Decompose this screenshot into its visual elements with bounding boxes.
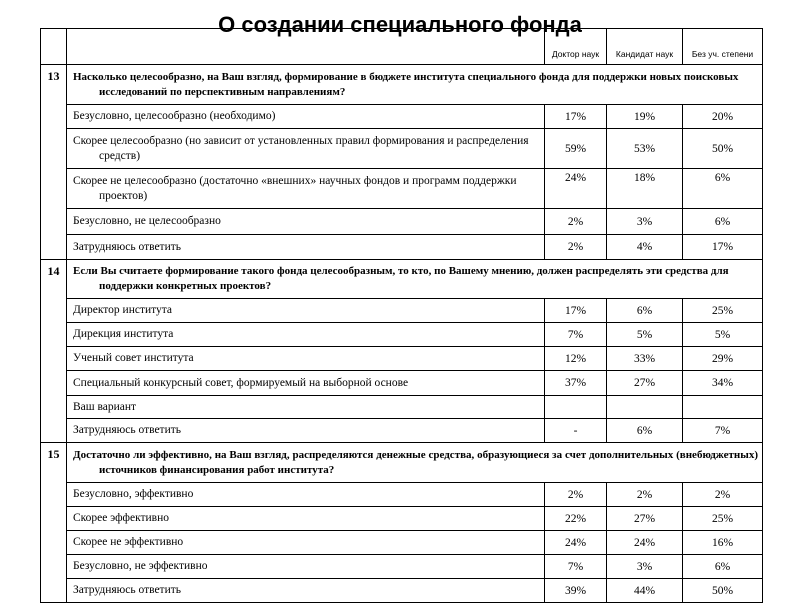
answer-label: Ваш вариант [67,396,545,419]
page-title: О создании специального фонда [218,12,582,37]
value-cell: 6% [683,209,763,235]
value-cell: 17% [545,299,607,323]
table-row [41,371,763,396]
value-cell [683,396,763,419]
answer-label: Затрудняюсь ответить [67,579,545,603]
answer-label: Дирекция института [67,323,545,347]
question-row [41,443,763,483]
value-cell: 59% [545,129,607,169]
value-cell: 24% [545,169,607,209]
table-row [41,555,763,579]
column-header: Без уч. степени [683,29,763,65]
value-cell: 25% [683,299,763,323]
table-row [41,169,763,209]
value-cell: 2% [683,483,763,507]
answer-label: Специальный конкурсный совет, формируемый на выборной основе [67,371,545,396]
question-row [41,65,763,105]
table-row [41,105,763,129]
value-cell: 44% [607,579,683,603]
value-cell: 33% [607,347,683,371]
question-row [41,260,763,299]
question-text: Достаточно ли эффективно, на Ваш взгляд, распределяются денежные средства, образующиеся за счет дополнительных (внебюджетных) источников финансирования работ института? [73,448,758,476]
value-cell: 2% [545,209,607,235]
value-cell: 29% [683,347,763,371]
table-row [41,209,763,235]
value-cell: 7% [545,323,607,347]
value-cell: 4% [607,235,683,260]
column-header: Кандидат наук [607,29,683,65]
value-cell: 5% [683,323,763,347]
value-cell: 53% [607,129,683,169]
value-cell: 17% [545,105,607,129]
value-cell: 6% [683,555,763,579]
value-cell: 27% [607,507,683,531]
answer-label: Скорее эффективно [67,507,545,531]
value-cell: 24% [545,531,607,555]
answer-label: Скорее не эффективно [67,531,545,555]
value-cell: 25% [683,507,763,531]
table-row [41,396,763,419]
table-row [41,129,763,169]
answer-label: Безусловно, не целесообразно [67,209,545,235]
question-number: 15 [41,443,67,603]
answer-label: Затрудняюсь ответить [67,419,545,443]
value-cell: 2% [545,483,607,507]
question-number: 14 [41,260,67,443]
value-cell: 12% [545,347,607,371]
table-row [41,419,763,443]
value-cell: 27% [607,371,683,396]
answer-label: Директор института [67,299,545,323]
value-cell: 2% [545,235,607,260]
value-cell: 37% [545,371,607,396]
value-cell: 3% [607,555,683,579]
table-row [41,579,763,603]
column-header: Доктор наук [545,29,607,65]
question-text: Если Вы считаете формирование такого фонда целесообразным, то кто, по Вашему мнению, должен распределять эти средства для поддержки конкретных проектов? [73,265,729,292]
value-cell: 17% [683,235,763,260]
table-row [41,483,763,507]
value-cell [545,396,607,419]
table-row [41,347,763,371]
answer-label: Затрудняюсь ответить [67,235,545,260]
table-row [41,323,763,347]
table-row [41,531,763,555]
value-cell: 2% [607,483,683,507]
value-cell: 24% [607,531,683,555]
value-cell: 20% [683,105,763,129]
answer-label: Безусловно, целесообразно (необходимо) [67,105,545,129]
value-cell: 22% [545,507,607,531]
table-row [41,235,763,260]
value-cell: 34% [683,371,763,396]
value-cell: 6% [607,299,683,323]
question-text: Насколько целесообразно, на Ваш взгляд, формирование в бюджете института специального фонда для поддержки новых поисковых исследований по перспективным направлениям? [73,70,739,98]
value-cell: 6% [607,419,683,443]
value-cell: 3% [607,209,683,235]
value-cell: 19% [607,105,683,129]
value-cell: 39% [545,579,607,603]
answer-label: Ученый совет института [67,347,545,371]
value-cell: 50% [683,579,763,603]
value-cell: 5% [607,323,683,347]
answer-label: Безусловно, не эффективно [67,555,545,579]
value-cell: 16% [683,531,763,555]
value-cell: - [545,419,607,443]
question-number: 13 [41,65,67,260]
value-cell: 7% [545,555,607,579]
value-cell: 7% [683,419,763,443]
value-cell: 18% [607,169,683,209]
survey-table [40,28,763,603]
value-cell [607,396,683,419]
table-row [41,299,763,323]
answer-label: Безусловно, эффективно [67,483,545,507]
value-cell: 6% [683,169,763,209]
answer-label: Скорее не целесообразно (достаточно «внешних» научных фондов и программ поддержки проектов) [73,174,517,202]
value-cell: 50% [683,129,763,169]
table-row [41,507,763,531]
answer-label: Скорее целесообразно (но зависит от установленных правил формирования и распределения средств) [73,134,529,162]
